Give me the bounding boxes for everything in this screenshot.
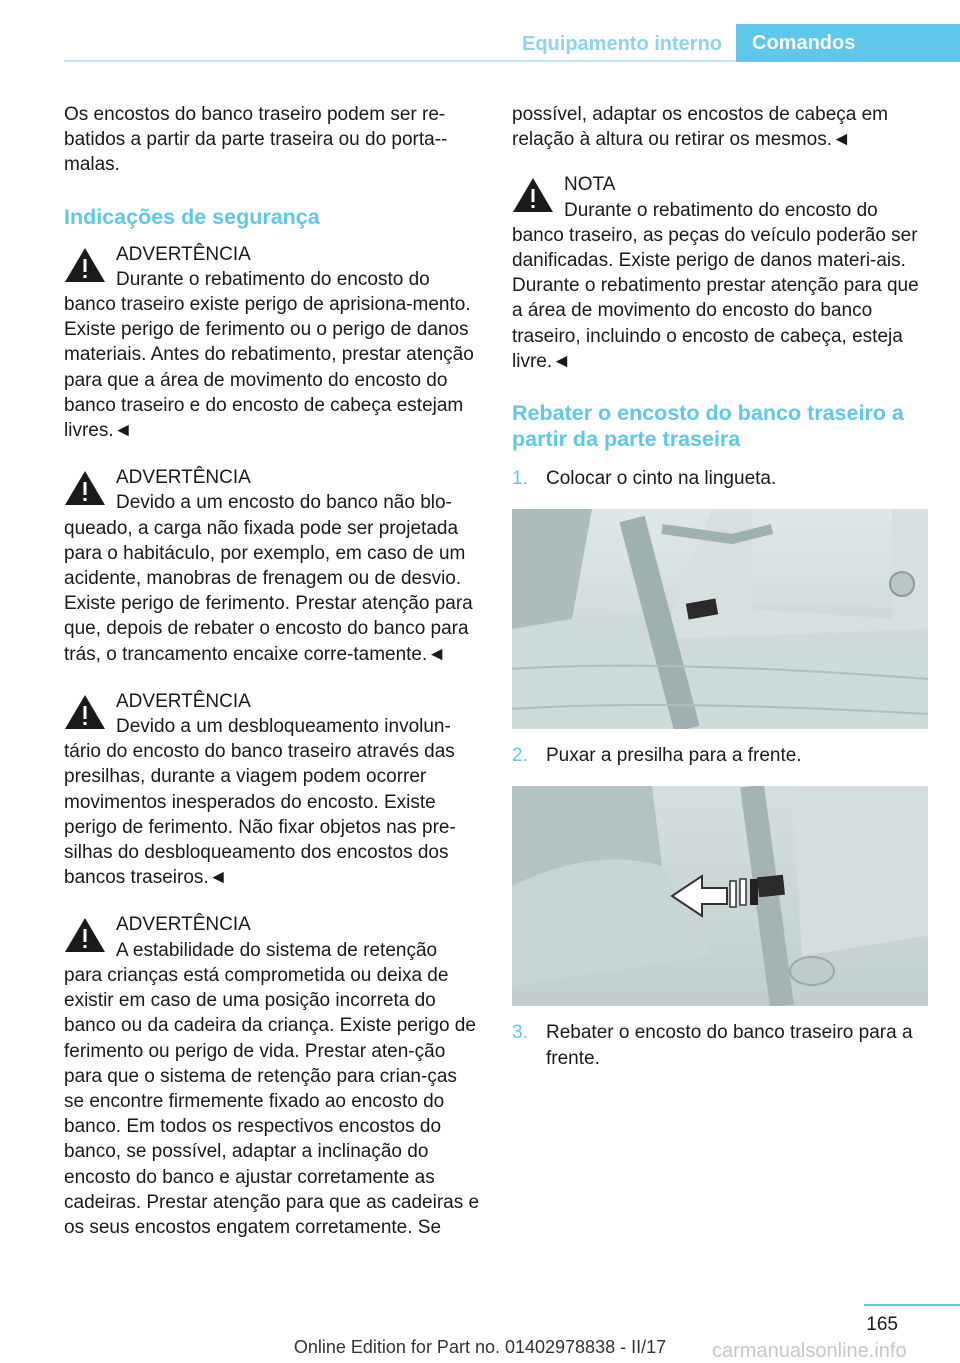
page-number: 165	[866, 1314, 898, 1335]
step-number: 2.	[512, 745, 528, 767]
fold-heading: Rebater o encosto do banco traseiro a partir da parte traseira	[512, 401, 904, 452]
warning-block	[64, 465, 480, 667]
step-item	[512, 1020, 928, 1070]
step-item	[512, 466, 928, 491]
step-text: Colocar o cinto na lingueta.	[546, 468, 777, 490]
warning-title: ADVERTÊNCIA	[116, 914, 251, 936]
step-number: 1.	[512, 468, 528, 490]
note-title: NOTA	[564, 174, 616, 196]
warning-triangle-icon	[64, 916, 106, 954]
warning-triangle-icon	[64, 469, 106, 507]
safety-heading: Indicações de segurança	[64, 204, 320, 229]
warning-triangle-icon	[64, 693, 106, 731]
warning-block	[64, 689, 480, 891]
seatbelt-buckle-photo	[512, 509, 928, 729]
warning-block	[64, 912, 480, 1240]
warning-body: Durante o rebatimento do encosto do banco traseiro existe perigo de aprisiona‐mento. Existe perigo de ferimento ou o perigo de danos materiais. Antes do rebatimento, prestar atenção para que a área de movimento do encosto do banco traseiro e do encosto de cabeça estejam livres.◄	[64, 268, 474, 442]
watermark: carmanualsonline.info	[712, 1340, 907, 1362]
warning-block	[64, 242, 480, 444]
footer-rule	[864, 1304, 960, 1306]
step-number: 3.	[512, 1022, 528, 1044]
warning-triangle-icon	[64, 246, 106, 284]
warning-triangle-icon	[512, 176, 554, 214]
warning-title: ADVERTÊNCIA	[116, 243, 251, 265]
intro-text: Os encostos do banco traseiro podem ser re‐batidos a partir da parte traseira ou do porta‐‐malas.	[64, 104, 448, 176]
warning-body: Devido a um desbloqueamento involun‐tário do encosto do banco traseiro através das presilhas, durante a viagem podem ocorrer movimentos inesperados do encosto. Existe perigo de ferimento. Não fixar objetos nas pre‐silhas do desbloqueamento dos encostos dos bancos traseiros.◄	[64, 716, 456, 889]
left-column	[64, 102, 480, 1240]
warning-title: ADVERTÊNCIA	[116, 690, 251, 712]
step-text: Rebater o encosto do banco traseiro para a frente.	[546, 1022, 913, 1069]
warning-body: Devido a um encosto do banco não blo‐queado, a carga não fixada pode ser projetada para o habitáculo, por exemplo, em caso de um acidente, manobras de frenagem ou de desvio. Existe perigo de ferimento. Prestar atenção para que, depois de rebater o encosto do banco para trás, o trancamento encaixe corre‐tamente.◄	[64, 492, 473, 665]
right-column	[512, 102, 928, 1071]
edition-text: Online Edition for Part no. 01402978838 - II/17	[293, 1337, 667, 1357]
note-block	[512, 172, 928, 374]
continuation-text: possível, adaptar os encostos de cabeça em relação à altura ou retirar os mesmos.◄	[512, 104, 889, 151]
release-strap-photo	[512, 786, 928, 1006]
warning-body: A estabilidade do sistema de retenção para crianças está comprometida ou deixa de existir em caso de uma posição incorreta do banco ou da cadeira da criança. Existe perigo de ferimento ou perigo de vida. Prestar aten‐ção para que o sistema de retenção para crian‐ças se encontre firmemente fixado ao encosto do banco. Em todos os respectivos encostos do banco, se possível, adaptar a inclinação do encosto do banco e ajustar corretamente as cadeiras. Prestar atenção para que as cadeiras e os seus encostos engatem corretamente. Se	[64, 939, 480, 1238]
step-item	[512, 743, 928, 768]
note-body: Durante o rebatimento do encosto do banco traseiro, as peças do veículo poderão ser danificadas. Existe perigo de danos materi‐ais. Durante o rebatimento prestar atenção para que a área de movimento do encosto do banco traseiro, incluindo o encosto de cabeça, esteja livre.◄	[512, 199, 919, 372]
warning-title: ADVERTÊNCIA	[116, 467, 251, 489]
header-chapter-tab: Comandos	[736, 24, 960, 62]
step-text: Puxar a presilha para a frente.	[546, 745, 802, 767]
header-section: Equipamento interno	[522, 33, 722, 55]
